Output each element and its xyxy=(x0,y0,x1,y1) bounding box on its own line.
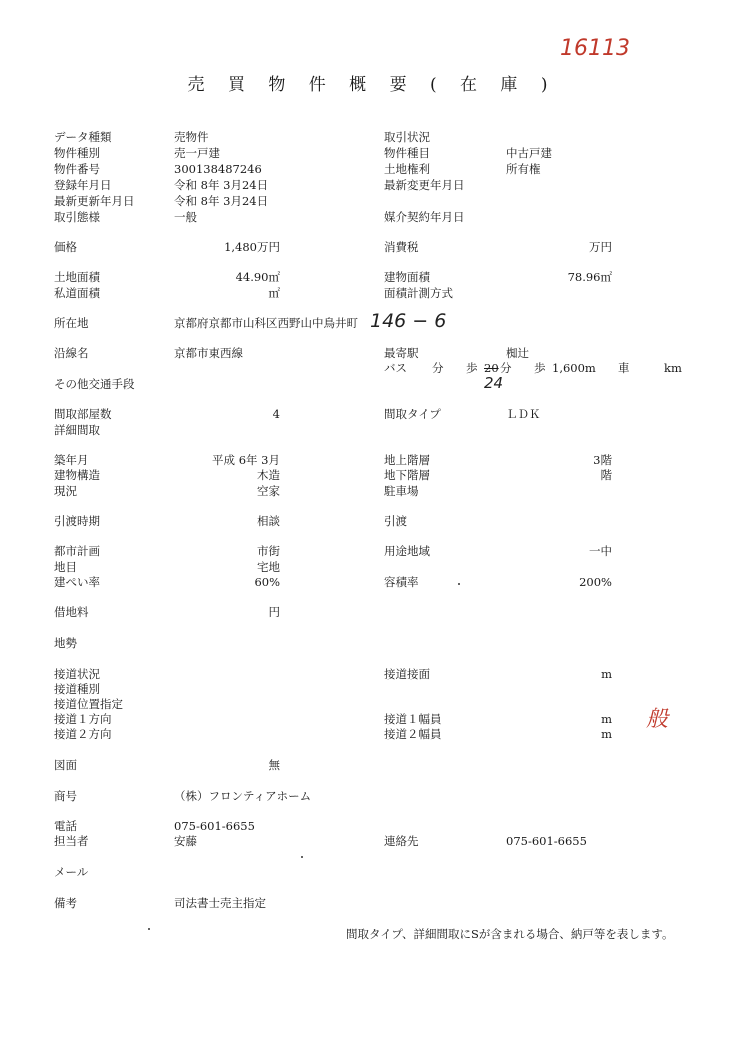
value-property-category: 売一戸建 xyxy=(174,146,220,160)
label-road-width1: 接道１幅員 xyxy=(384,712,442,726)
walk-minutes-unit: 分 xyxy=(500,361,512,375)
label-data-type: データ種類 xyxy=(54,130,112,144)
label-nearest-station: 最寄駅 xyxy=(384,346,419,360)
bus-label: バス xyxy=(384,361,407,375)
label-transaction-mode: 取引態様 xyxy=(54,210,100,224)
label-coverage-ratio: 建ぺい率 xyxy=(54,575,100,589)
label-building-area: 建物面積 xyxy=(384,270,430,284)
label-private-road-area: 私道面積 xyxy=(54,286,100,300)
bus-minutes-unit: 分 xyxy=(432,361,444,375)
value-remarks: 司法書士売主指定 xyxy=(174,896,266,910)
label-remarks: 備考 xyxy=(54,896,77,910)
label-road-type: 接道種別 xyxy=(54,682,100,696)
label-road-dir2: 接道２方向 xyxy=(54,727,112,741)
label-handover-time: 引渡時期 xyxy=(54,514,100,528)
value-use-zone: 一中 xyxy=(589,544,612,558)
value-nearest-station: 椥辻 xyxy=(506,346,529,360)
handwritten-walk-corrected: 24 xyxy=(484,374,504,392)
car-unit: km xyxy=(664,361,682,375)
label-parking: 駐車場 xyxy=(384,484,419,498)
label-person-in-charge: 担当者 xyxy=(54,834,89,848)
label-floors-below: 地下階層 xyxy=(384,468,430,482)
label-property-item: 物件種目 xyxy=(384,146,430,160)
value-city-planning: 市街 xyxy=(257,544,280,558)
value-phone: 075-601-6655 xyxy=(174,819,255,833)
value-trade-name: （株）フロンティアホーム xyxy=(174,789,312,803)
label-line-name: 沿線名 xyxy=(54,346,89,360)
value-property-number: 300138487246 xyxy=(174,162,262,176)
label-room-count: 間取部屋数 xyxy=(54,407,112,421)
label-brokerage-date: 媒介契約年月日 xyxy=(384,210,465,224)
label-other-transport: その他交通手段 xyxy=(54,377,135,391)
handwritten-general-mark: 般 xyxy=(646,707,669,732)
walk-label-2: 歩 xyxy=(534,361,546,375)
value-latest-update: 令和 8年 3月24日 xyxy=(174,194,269,208)
label-transaction-status: 取引状況 xyxy=(384,130,430,144)
label-phone: 電話 xyxy=(54,819,77,833)
handwritten-doc-number: 16113 xyxy=(560,36,630,61)
scan-speck xyxy=(458,583,460,585)
value-floor-plan-type: ＬＤＫ xyxy=(506,407,541,421)
label-consumption-tax: 消費税 xyxy=(384,240,419,254)
value-line-name: 京都市東西線 xyxy=(174,346,243,360)
value-location: 京都府京都市山科区西野山中鳥井町 xyxy=(174,316,358,330)
value-structure: 木造 xyxy=(257,468,280,482)
label-road-width2: 接道２幅員 xyxy=(384,727,442,741)
page-title: 売 買 物 件 概 要 ( 在 庫 ) xyxy=(187,75,557,95)
label-road-frontage: 接道接面 xyxy=(384,667,430,681)
value-data-type: 売物件 xyxy=(174,130,209,144)
value-road-width1-unit: m xyxy=(601,712,612,726)
label-email: メール xyxy=(54,865,89,879)
value-built-date: 平成 6年 3月 xyxy=(212,453,280,467)
footnote: 間取タイプ、詳細間取にSが含まれる場合、納戸等を表します。 xyxy=(346,927,674,941)
scan-speck xyxy=(301,856,303,858)
value-contact: 075-601-6655 xyxy=(506,834,587,848)
label-floors-above: 地上階層 xyxy=(384,453,430,467)
value-drawing: 無 xyxy=(268,758,280,772)
label-latest-change: 最新変更年月日 xyxy=(384,178,465,192)
value-room-count: 4 xyxy=(272,407,280,421)
car-label: 車 xyxy=(618,361,630,375)
label-latest-update: 最新更新年月日 xyxy=(54,194,135,208)
label-area-method: 面積計測方式 xyxy=(384,286,453,300)
value-transaction-mode: 一般 xyxy=(174,210,197,224)
value-current-status: 空家 xyxy=(257,484,280,498)
label-room-details: 詳細間取 xyxy=(54,423,100,437)
label-road-position: 接道位置指定 xyxy=(54,697,123,711)
value-building-area: 78.96㎡ xyxy=(567,270,612,284)
value-land-rights: 所有権 xyxy=(506,162,541,176)
handwritten-address-addition: 146 − 6 xyxy=(370,310,447,332)
label-trade-name: 商号 xyxy=(54,789,77,803)
label-road-status: 接道状況 xyxy=(54,667,100,681)
walk-minutes: 20 xyxy=(484,361,499,375)
label-registered-date: 登録年月日 xyxy=(54,178,112,192)
label-city-planning: 都市計画 xyxy=(54,544,100,558)
value-floors-above: 3階 xyxy=(593,453,612,467)
value-road-frontage-unit: m xyxy=(601,667,612,681)
value-floor-area-ratio: 200% xyxy=(579,575,612,589)
label-road-dir1: 接道１方向 xyxy=(54,712,112,726)
walk-label: 歩 xyxy=(466,361,478,375)
label-handover: 引渡 xyxy=(384,514,407,528)
label-drawing: 図面 xyxy=(54,758,77,772)
value-handover-time: 相談 xyxy=(257,514,280,528)
label-terrain: 地勢 xyxy=(54,636,77,650)
label-land-rent: 借地料 xyxy=(54,605,89,619)
label-current-status: 現況 xyxy=(54,484,77,498)
walk-distance: 1,600m xyxy=(552,361,596,375)
label-land-rights: 土地権利 xyxy=(384,162,430,176)
label-structure: 建物構造 xyxy=(54,468,100,482)
value-consumption-tax: 万円 xyxy=(589,240,612,254)
label-floor-area-ratio: 容積率 xyxy=(384,575,419,589)
label-land-category: 地目 xyxy=(54,560,77,574)
label-property-category: 物件種別 xyxy=(54,146,100,160)
label-use-zone: 用途地域 xyxy=(384,544,430,558)
value-floors-below: 階 xyxy=(600,468,612,482)
value-price: 1,480万円 xyxy=(224,240,280,254)
value-road-width2-unit: m xyxy=(601,727,612,741)
label-built-date: 築年月 xyxy=(54,453,89,467)
value-registered-date: 令和 8年 3月24日 xyxy=(174,178,269,192)
value-person-in-charge: 安藤 xyxy=(174,834,197,848)
label-contact: 連絡先 xyxy=(384,834,419,848)
label-floor-plan-type: 間取タイプ xyxy=(384,407,441,421)
value-coverage-ratio: 60% xyxy=(254,575,280,589)
value-land-rent: 円 xyxy=(268,605,280,619)
value-private-road-area: ㎡ xyxy=(268,286,280,300)
scan-speck xyxy=(148,928,150,930)
value-land-area: 44.90㎡ xyxy=(235,270,280,284)
label-property-number: 物件番号 xyxy=(54,162,100,176)
value-property-item: 中古戸建 xyxy=(506,146,552,160)
label-price: 価格 xyxy=(54,240,77,254)
value-land-category: 宅地 xyxy=(257,560,280,574)
label-land-area: 土地面積 xyxy=(54,270,100,284)
label-location: 所在地 xyxy=(54,316,89,330)
